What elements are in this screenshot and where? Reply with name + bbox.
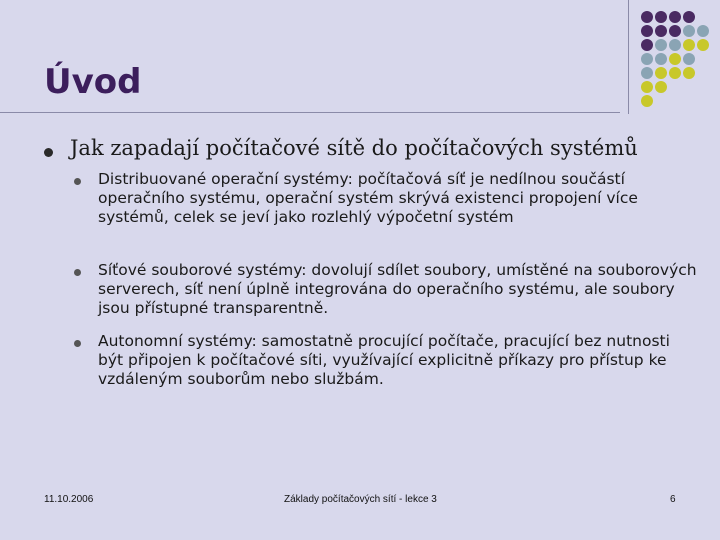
sub-bullet-icon xyxy=(74,178,81,185)
main-bullet-icon xyxy=(44,148,53,157)
sub-bullet-text: Síťové souborové systémy: dovolují sdílet soubory, umístěné na souborových serverech, síť není úplně integrována do operačního systému, ale soubory jsou přístupné transparentně. xyxy=(98,261,697,317)
sub-bullet-text: Distribuované operační systémy: počítačová síť je nedílnou součástí operačního systému, operační systém skrývá existenci propojení více systémů, celek se jeví jako rozlehlý výpočetní systém xyxy=(98,170,638,226)
sub-bullet-text: Autonomní systémy: samostatně procující počítače, pracující bez nutnosti být připojen k počítačové síti, využívající explicitně příkazy pro přístup ke vzdáleným souborům nebo službám. xyxy=(98,332,670,388)
decorative-dot-grid xyxy=(0,0,720,120)
slide-title: Úvod xyxy=(44,62,142,102)
title-underline xyxy=(0,112,620,113)
footer-date: 11.10.2006 xyxy=(44,494,94,505)
sub-bullet-icon xyxy=(74,269,81,276)
footer-course: Základy počítačových sítí - lekce 3 xyxy=(284,494,437,505)
vertical-divider xyxy=(628,0,629,114)
main-bullet-text: Jak zapadají počítačové sítě do počítačových systémů xyxy=(70,136,638,160)
footer-page-number: 6 xyxy=(670,494,676,505)
sub-bullet-icon xyxy=(74,340,81,347)
